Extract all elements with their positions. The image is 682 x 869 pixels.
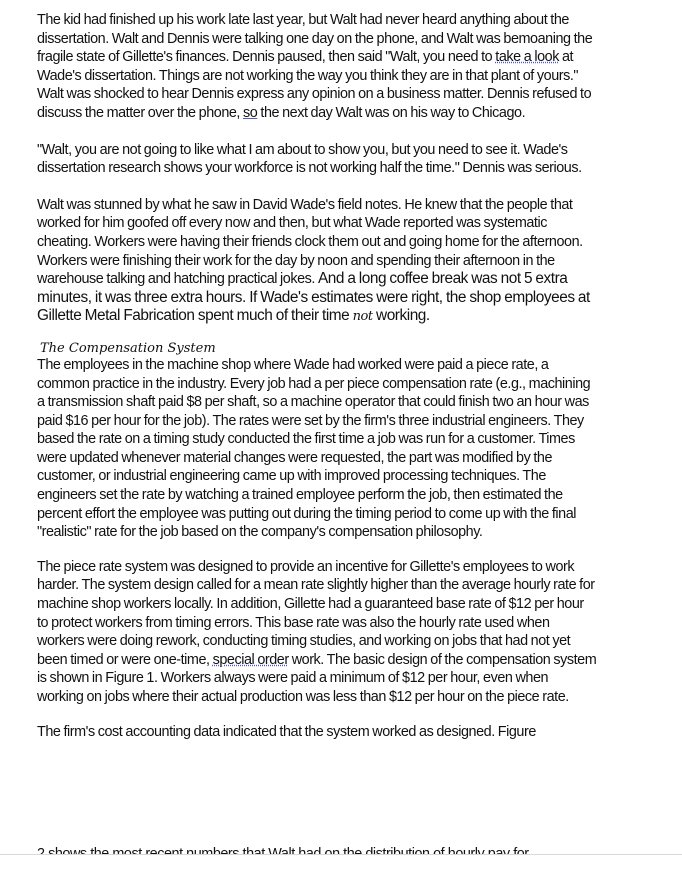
paragraph-3-text-c: working. [372,307,430,325]
not-emphasis: not [352,309,373,325]
paragraph-3 [37,196,597,327]
special-order-link[interactable]: special order [212,651,289,668]
paragraph-1-text-b: at Wade's dissertation. Things are not working the way you think they are in that plant of yours." Walt was shocked to hear Dennis express any opinion on a business matter. Dennis refused to discuss the matter over the phone, [37,49,592,121]
paragraph-5 [37,558,597,707]
paragraph-3-text-a: Walt was stunned by what he saw in David Wade's field notes. He knew that the people that worked for him goofed off every now and then, but what Wade reported was systematic cheating. Workers were having their friends clock them out and going home for the afternoon. Workers were finishing their work for the day by noon and spending their afternoon in the warehouse talking and hatching practical jokes. [37,196,583,288]
page-cut-edge [0,854,682,869]
paragraph-2: "Walt, you are not going to like what I am about to show you, but you need to see it. Wade's dissertation research shows your workforce is not working half the time." Dennis was serious. [37,141,582,177]
so-link[interactable]: so [243,104,258,121]
paragraph-4: The employees in the machine shop where Wade had worked were paid a piece rate, a common practice in the industry. Every job had a per piece compensation rate (e.g., machining a transmission shaft paid $8 per shaft, so a machine operator that could finish two an hour was paid $16 per hour for the job). The rates were set by the firm's three industrial engineers. They based the rate on a timing study conducted the first time a job was run for a customer. Times were updated whenever material changes were requested, the part was modified by the customer, or industrial engineering came up with improved processing techniques. The engineers set the rate by watching a trained employee perform the job, then estimated the percent effort the employee was putting out during the timing period to come up with the final "realistic" rate for the job based on the company's compensation philosophy. [37,356,591,541]
paragraph-5-text-b: work. The basic design of the compensation system is shown in Figure 1. Workers always were paid a minimum of $12 per hour, even when working on jobs where their actual production was less than $12 per hour on the piece rate. [37,651,597,705]
take-a-look-link[interactable]: take a look [495,49,559,66]
paragraph-3-text-b: And a long coffee break was not 5 extra minutes, it was three extra hours. If Wade's estimates were right, the shop employees at Gillette Metal Fabrication spent much of their time [37,270,590,325]
paragraph-5-text-a: The piece rate system was designed to provide an incentive for Gillette's employees to work harder. The system design called for a mean rate slightly higher than the average hourly rate for machine shop workers locally. In addition, Gillette had a guaranteed base rate of $12 per hour to protect workers from timing errors. This base rate was also the hourly rate used when workers were doing rework, conducting timing studies, and working on jobs that had not yet been timed or were one-time, [37,558,595,668]
paragraph-6: The firm's cost accounting data indicated that the system worked as designed. Figure [37,723,536,740]
section-heading: The Compensation System [40,340,216,356]
paragraph-1-text-c: the next day Walt was on his way to Chicago. [257,104,526,121]
paragraph-1 [37,11,597,123]
document-body [37,11,597,741]
paragraph-1-text-a: The kid had finished up his work late last year, but Walt had never heard anything about the dissertation. Walt and Dennis were talking one day on the phone, and Walt was bemoaning the fragile state of Gillette's finances. Dennis paused, then said "Walt, you need to [37,12,593,66]
